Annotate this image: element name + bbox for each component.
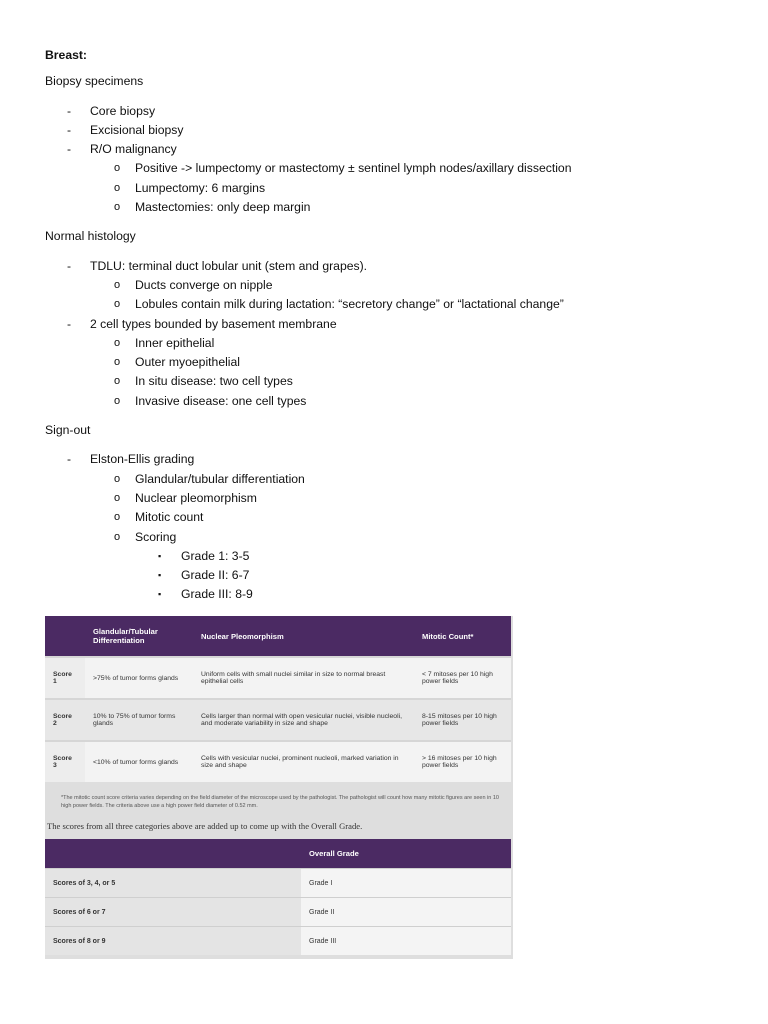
summary-text: The scores from all three categories above are added up to come up with the Overall Grade. [47, 821, 363, 831]
table-header-row [45, 839, 511, 869]
table-cell: 10% to 75% of tumor forms glands [85, 699, 193, 741]
table-row [45, 898, 511, 927]
column-header [45, 839, 301, 869]
sub-list-item: o In situ disease: two cell types [114, 374, 293, 389]
sub-list-item: o Ducts converge on nipple [114, 277, 273, 292]
table-cell: < 7 mitoses per 10 high power fields [414, 657, 511, 699]
sub-list-item: o Scoring [114, 529, 177, 544]
sub-list-item: o Glandular/tubular differentiation [114, 471, 305, 486]
column-header: Glandular/Tubular Differentiation [85, 616, 193, 657]
list-item: - Core biopsy [67, 103, 156, 118]
sub-list-item: o Nuclear pleomorphism [114, 490, 257, 505]
table-cell: Scores of 6 or 7 [45, 898, 301, 927]
list-item: - R/O malignancy [67, 142, 177, 157]
sub-list-item: o Mastectomies: only deep margin [114, 200, 311, 215]
table-cell: Score 2 [45, 699, 85, 741]
table-header-row [45, 616, 511, 657]
sub-sub-list-item: ▪ Grade III: 8-9 [158, 587, 253, 602]
sub-list-item: o Lobules contain milk during lactation: “secretory change” or “lactational change” [114, 297, 564, 312]
table-row [45, 741, 511, 782]
list-item: - TDLU: terminal duct lobular unit (stem and grapes). [67, 258, 368, 273]
sub-list-item: o Lumpectomy: 6 margins [114, 180, 266, 195]
list-item: - 2 cell types bounded by basement membrane [67, 316, 337, 331]
list-item: - Elston-Ellis grading [67, 452, 195, 467]
biopsy-list [45, 102, 735, 218]
table-cell: 8-15 mitoses per 10 high power fields [414, 699, 511, 741]
column-header: Overall Grade [301, 839, 511, 869]
sub-list-item: o Inner epithelial [114, 335, 215, 350]
table-row [45, 869, 511, 898]
overall-grade-table [45, 839, 511, 955]
sub-list-item: o Invasive disease: one cell types [114, 393, 307, 408]
sub-sub-list-item: ▪ Grade II: 6-7 [158, 568, 250, 583]
column-header: Mitotic Count* [414, 616, 511, 657]
page-title: Breast: [45, 48, 87, 62]
table-cell: Score 3 [45, 741, 85, 782]
biopsy-heading: Biopsy specimens [45, 74, 144, 89]
table-row [45, 927, 511, 956]
histology-list [45, 257, 735, 411]
table-cell: Uniform cells with small nuclei similar in size to normal breast epithelial cells [193, 657, 414, 699]
table-cell: Scores of 8 or 9 [45, 927, 301, 956]
table-cell: > 16 mitoses per 10 high power fields [414, 741, 511, 782]
column-header: Nuclear Pleomorphism [193, 616, 414, 657]
sub-list-item: o Positive -> lumpectomy or mastectomy ± sentinel lymph nodes/axillary dissection [114, 161, 572, 176]
sub-list-item: o Outer myoepithelial [114, 355, 240, 370]
table-cell: Score 1 [45, 657, 85, 699]
histology-heading: Normal histology [45, 229, 136, 244]
sub-list-item: o Mitotic count [114, 510, 204, 525]
table-row [45, 657, 511, 699]
column-header [45, 616, 85, 657]
sub-sub-list-item: ▪ Grade 1: 3-5 [158, 548, 250, 563]
table-row [45, 699, 511, 741]
table-cell: Cells larger than normal with open vesicular nuclei, visible nucleoli, and moderate variability in size and shape [193, 699, 414, 741]
table-cell: Grade III [301, 927, 511, 956]
signout-list [45, 450, 735, 604]
list-item: - Excisional biopsy [67, 122, 184, 137]
signout-heading: Sign-out [45, 423, 91, 438]
grading-figure [45, 616, 513, 959]
score-table [45, 616, 511, 782]
table-cell: Grade II [301, 898, 511, 927]
table-cell: Scores of 3, 4, or 5 [45, 869, 301, 898]
table-cell: Grade I [301, 869, 511, 898]
table-cell: >75% of tumor forms glands [85, 657, 193, 699]
table-cell: Cells with vesicular nuclei, prominent nucleoli, marked variation in size and shape [193, 741, 414, 782]
document-body [45, 46, 735, 605]
table-cell: <10% of tumor forms glands [85, 741, 193, 782]
table-footnote: *The mitotic count score criteria varies depending on the field diameter of the microscope used by the pathologist. The pathologist will count how many mitotic figures are seen in 10 high power fields. The criteria above use a high power field diameter of 0.52 mm. [61, 795, 499, 809]
